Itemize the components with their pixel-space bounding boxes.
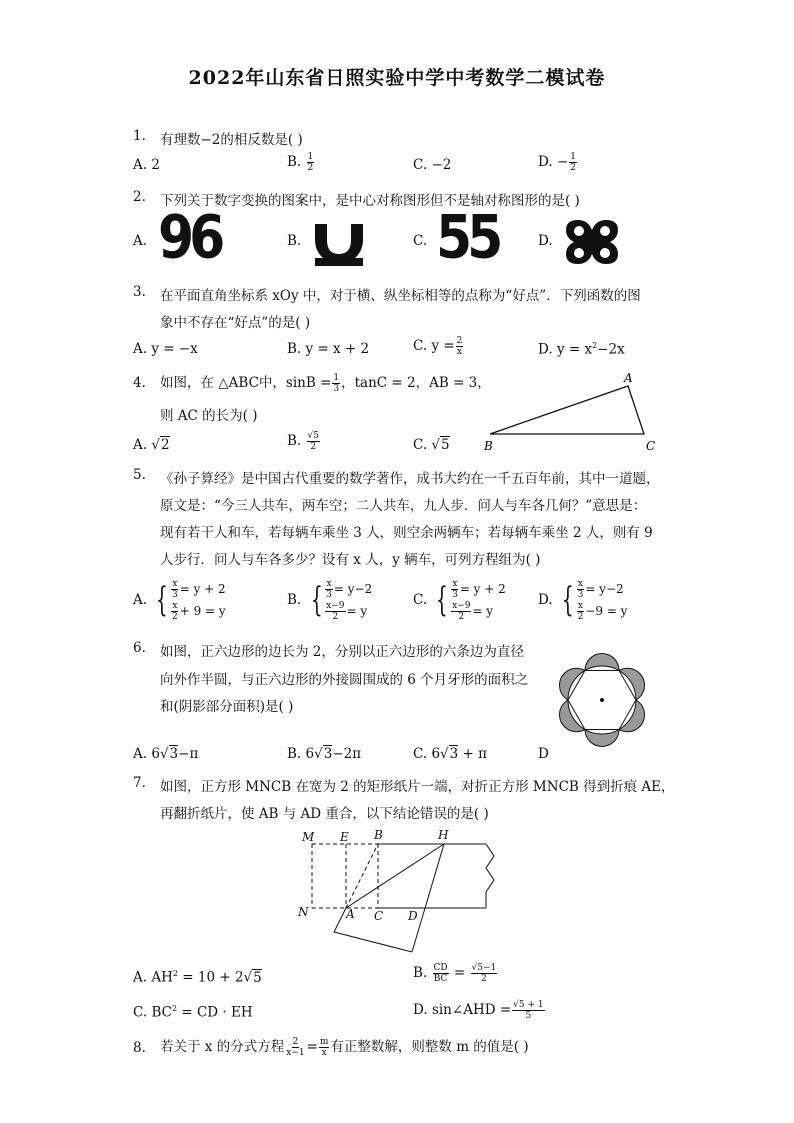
option-b: B. $\frac{√5}{2}$ bbox=[287, 431, 319, 452]
question-text-line1: 《孙子算经》是中国古代重要的数学著作，成书大约在一千五百年前，其中一道题， bbox=[160, 471, 660, 487]
question-number: 2. bbox=[133, 189, 146, 205]
glyph-option-d bbox=[562, 216, 622, 268]
option-c: C. $BC^2$ = CD · EH bbox=[133, 1004, 253, 1021]
question-text: 若关于 x 的分式方程 $\frac{2}{x-1}$ = $\frac{m}{x}$ 有正整数解，则整数 m 的值是( ) bbox=[160, 1037, 529, 1058]
option-a: A. √2 bbox=[133, 437, 170, 453]
question-number: 5. bbox=[133, 467, 146, 483]
vertex-b-label: B bbox=[484, 439, 493, 453]
option-a: A. 2 bbox=[133, 157, 160, 173]
question-text-line2: 象中不存在“好点”的是( ) bbox=[160, 315, 311, 331]
question-number: 6. bbox=[133, 640, 146, 656]
option-d: D bbox=[538, 746, 549, 762]
question-number: 8. bbox=[133, 1040, 146, 1056]
question-number: 1. bbox=[133, 128, 146, 144]
option-d-label: D. bbox=[538, 233, 553, 249]
point-c-label: C bbox=[374, 909, 384, 923]
question-text-line1: 如图，在 △ABC中，sinB = $\frac{1}{3}$ ，tanC = 2，AB = 3， bbox=[160, 373, 491, 394]
point-n-label: N bbox=[298, 905, 309, 919]
question-number: 4. bbox=[133, 375, 146, 391]
question-text: 有理数−2的相反数是( ) bbox=[160, 132, 303, 148]
question-text-line2: 原文是：“今三人共车，两车空；二人共车，九人步．问人与车各几何？”意思是： bbox=[160, 498, 647, 514]
question-text-line2: 再翻折纸片，使 AB 与 AD 重合，以下结论错误的是( ) bbox=[160, 806, 489, 822]
option-d: D. − $\frac{1}{2}$ bbox=[538, 152, 576, 173]
folding-figure bbox=[296, 826, 506, 958]
question-text-line3: 和(阴影部分面积)是( ) bbox=[160, 699, 294, 715]
glyph-55: 55 bbox=[436, 203, 499, 273]
option-a: A. y = −x bbox=[133, 341, 198, 357]
option-d: D. sin∠AHD = $\frac{√5 + 1}{5}$ bbox=[413, 1000, 544, 1021]
option-b: B. y = x + 2 bbox=[287, 341, 370, 357]
option-a-label: A. bbox=[133, 233, 148, 249]
question-number: 7. bbox=[133, 775, 146, 791]
option-d: D. { $\frac{x}{3}$ = y−2 $\frac{x}{2}$ −9 = y bbox=[538, 579, 628, 622]
point-h-label: H bbox=[438, 828, 449, 842]
vertex-c-label: C bbox=[646, 439, 656, 453]
question-text-line3: 现有若干人和车，若每辆车乘坐 3 人，则空余两辆车；若每辆车乘坐 2 人，则有 9 bbox=[160, 525, 653, 541]
option-c: C. √5 bbox=[413, 437, 450, 453]
question-text-line4: 人步行．问人与车各多少？设有 x 人，y 辆车，可列方程组为( ) bbox=[160, 552, 541, 568]
option-a: A. $AH^2 = 10 + 2√5$ bbox=[133, 969, 262, 986]
glyph-option-b bbox=[309, 218, 369, 268]
question-text-line2: 向外作半圆，与正六边形的外接圆围成的 6 个月牙形的面积之 bbox=[160, 672, 529, 688]
question-text: 下列关于数字变换的图案中，是中心对称图形但不是轴对称图形的是( ) bbox=[160, 193, 580, 209]
glyph-96: 96 bbox=[158, 203, 221, 273]
question-text-line2: 则 AC 的长为( ) bbox=[160, 408, 258, 424]
option-a: A. 6√3−π bbox=[133, 746, 199, 762]
question-number: 3. bbox=[133, 284, 146, 300]
page-title: 2022年山东省日照实验中学中考数学二模试卷 bbox=[188, 67, 606, 89]
option-b: B. $\frac{1}{2}$ bbox=[287, 152, 314, 173]
option-c: C. 6√3 + π bbox=[413, 746, 488, 762]
point-b-label: B bbox=[374, 828, 383, 842]
option-a: A. { $\frac{x}{3}$ = y + 2 $\frac{x}{2}$ + 9 = y bbox=[133, 579, 226, 622]
question-text-line1: 如图，正方形 MNCB 在宽为 2 的矩形纸片一端，对折正方形 MNCB 得到折痕 AE， bbox=[160, 779, 675, 795]
triangle-figure bbox=[478, 368, 668, 456]
question-text-line1: 在平面直角坐标系 xOy 中，对于横、纵坐标相等的点称为“好点”．下列函数的图 bbox=[160, 288, 641, 304]
option-d: D. $y = x^2-2x$ bbox=[538, 341, 625, 358]
option-c-label: C. bbox=[413, 233, 428, 249]
option-b-label: B. bbox=[287, 233, 302, 249]
point-m-label: M bbox=[302, 830, 315, 844]
option-b: B. 6√3−2π bbox=[287, 746, 362, 762]
option-b: B. $\frac{CD}{BC}$ = $\frac{√5-1}{2}$ bbox=[413, 963, 497, 984]
vertex-a-label: A bbox=[624, 371, 633, 385]
point-e-label: E bbox=[340, 830, 349, 844]
option-c: C. −2 bbox=[413, 157, 452, 173]
option-b: B. { $\frac{x}{3}$ = y−2 $\frac{x-9}{2}$ = y bbox=[287, 579, 373, 622]
hexagon-figure bbox=[546, 634, 661, 764]
point-a-label: A bbox=[346, 907, 355, 921]
point-d-label: D bbox=[408, 909, 418, 923]
option-c: C. { $\frac{x}{3}$ = y + 2 $\frac{x-9}{2}$ = y bbox=[413, 579, 506, 622]
question-text-line1: 如图，正六边形的边长为 2，分别以正六边形的六条边为直径 bbox=[160, 644, 524, 660]
option-c: C. y = $\frac{2}{x}$ bbox=[413, 336, 463, 357]
